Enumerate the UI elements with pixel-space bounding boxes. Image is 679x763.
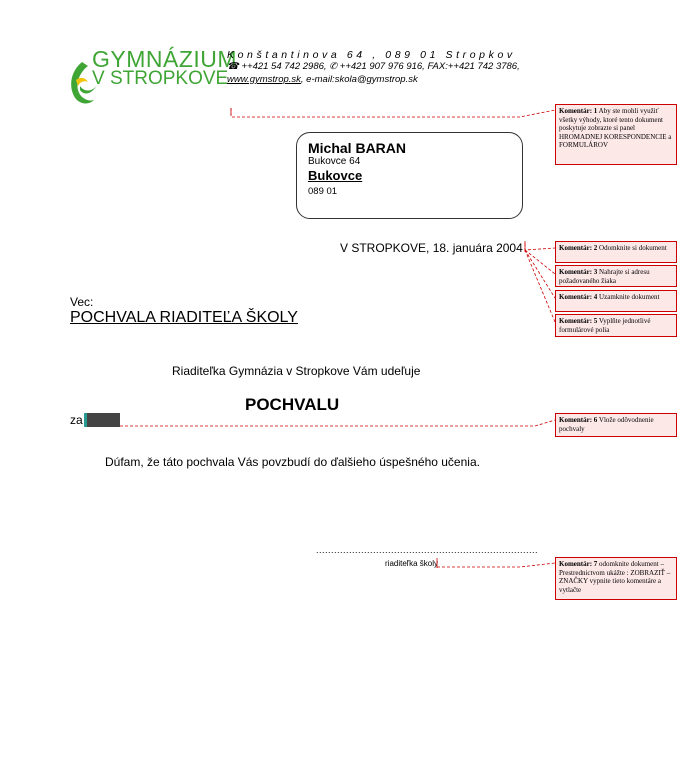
intro-sentence: Riaditeľka Gymnázia v Stropkove Vám udeľuje: [172, 364, 421, 378]
comment-balloon[interactable]: [555, 241, 677, 263]
subject-title: POCHVALA RIADITEĽA ŠKOLY: [70, 309, 298, 326]
comment-balloon[interactable]: [555, 290, 677, 312]
recipient-name: Michal BARAN: [308, 140, 407, 156]
comment-balloon[interactable]: [555, 413, 677, 437]
comment-balloon[interactable]: [555, 314, 677, 337]
closing-sentence: Dúfam, že táto pochvala Vás povzbudí do ďalšieho úspešného učenia.: [105, 455, 480, 469]
comment-title: Komentár: 2: [559, 244, 598, 252]
comment-title: Komentár: 6: [559, 416, 598, 424]
comment-text: Odomknite si dokument: [599, 244, 667, 252]
reason-label: za: [70, 413, 83, 427]
comment-title: Komentár: 5: [559, 317, 598, 325]
comment-text: Aby ste mohli využiť všetky výhody, ktoré tento dokument poskytuje zobrazte si panel HROMADNEJ KORESPONDENCIE a FORMULÁROV: [559, 107, 672, 150]
recipient-city: Bukovce: [308, 168, 363, 183]
comment-text: Uzamknite dokument: [599, 293, 660, 301]
logo-text-line2: V STROPKOVE: [92, 68, 229, 89]
comment-text: Vyplňte jednotlivé formulárové polia: [559, 317, 651, 334]
date-line: V STROPKOVE, 18. januára 2004: [340, 241, 523, 255]
signature-line: ..........................................................................: [316, 545, 539, 555]
comment-title: Komentár: 7: [559, 560, 598, 568]
comment-balloon[interactable]: [555, 104, 677, 165]
comment-text: Vlože odôvodnenie pochvaly: [559, 416, 654, 433]
comment-text: Nahrajte si adresu požadovaného žiaka: [559, 268, 650, 285]
signature-label: riaditeľka školy: [385, 559, 439, 568]
logo-text-line1: GYMNÁZIUM: [92, 46, 238, 72]
comment-balloon[interactable]: [555, 557, 677, 600]
comment-balloon[interactable]: [555, 265, 677, 287]
school-website-link[interactable]: www.gymstrop.sk: [227, 74, 301, 85]
school-address: Konštantinova 64 , 089 01 Stropkov: [227, 49, 516, 61]
comment-text: odomknite dokument – Prestrednictvom ukážte : ZOBRAZIŤ – ZNAČKY vypnite tieto komentáre a vytlačte: [559, 560, 671, 594]
comment-title: Komentár: 4: [559, 293, 598, 301]
recipient-zip: 089 01: [308, 186, 338, 197]
award-heading: POCHVALU: [245, 395, 340, 414]
school-email: , e-mail:skola@gymstrop.sk: [300, 74, 418, 85]
comment-title: Komentár: 3: [559, 268, 598, 276]
school-phone: ☎ ++421 54 742 2986, ✆ ++421 907 976 916, FAX:++421 742 3786,: [227, 61, 520, 72]
comment-title: Komentár: 1: [559, 107, 598, 115]
subject-label: Vec:: [70, 295, 94, 309]
recipient-street: Bukovce 64: [308, 156, 361, 167]
